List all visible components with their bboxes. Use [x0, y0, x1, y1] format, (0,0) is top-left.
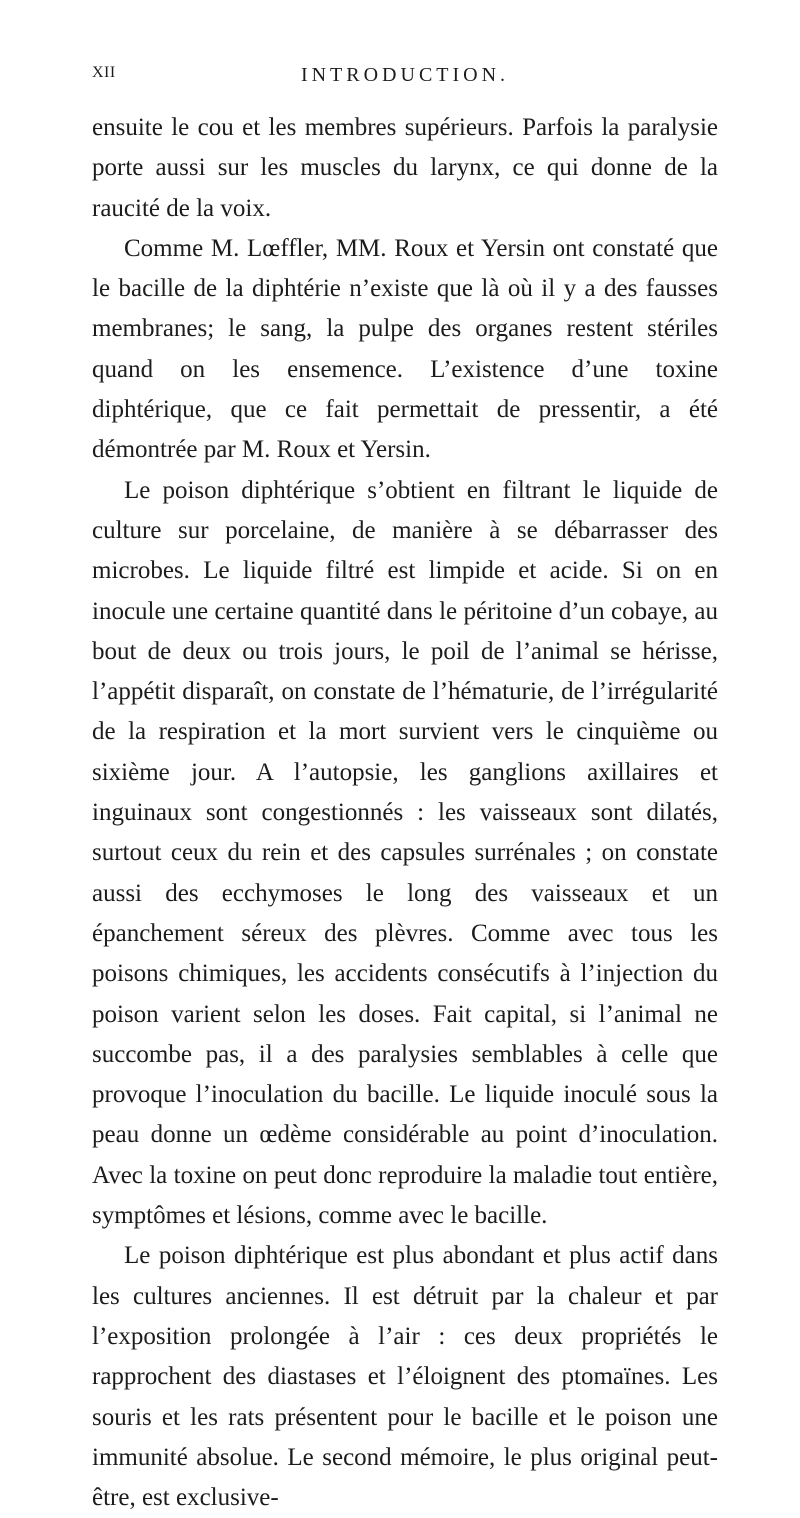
paragraph-2: Comme M. Lœffler, MM. Roux et Yersin ont constaté que le bacille de la diphtérie n’existe que là où il y a des fausses membranes; le sang, la pulpe des organes restent stériles quand on les ensemence. L’existence d’une toxine diphtérique, que ce fait permettait de pressentir, a été démontrée par M. Roux et Yersin.: [92, 234, 718, 464]
running-title: INTRODUCTION.: [300, 64, 510, 86]
page-header: [92, 64, 718, 94]
paragraph-3: Le poison diphtérique s’obtient en filtrant le liquide de culture sur porcelaine, de manière à se débarrasser des microbes. Le liquide filtré est limpide et acide. Si on en inocule une certaine quantité dans le péritoine d’un cobaye, au bout de deux ou trois jours, le poil de l’animal se hérisse, l’appétit disparaît, on constate de l’hématurie, de l’irrégularité de la respiration et la mort survient vers le cinquième ou sixième jour. A l’autopsie, les ganglions axillaires et inguinaux sont congestionnés : les vaisseaux sont dilatés, surtout ceux du rein et des capsules surrénales ; on constate aussi des ecchymoses le long des vaisseaux et un épanchement séreux des plèvres. Comme avec tous les poisons chimiques, les accidents consécutifs à l’injection du poison varient selon les doses. Fait capital, si l’animal ne succombe pas, il a des paralysies semblables à celle que provoque l’inoculation du bacille. Le liquide inoculé sous la peau donne un œdème considérable au point d’inoculation. Avec la toxine on peut donc reproduire la maladie tout entière, symptômes et lésions, comme avec le bacille.: [92, 476, 718, 1230]
page-number: XII: [92, 64, 116, 81]
paragraph-1: ensuite le cou et les membres supérieurs. Parfois la paralysie porte aussi sur les muscles du larynx, ce qui donne de la raucité de la voix.: [92, 114, 718, 222]
paragraph-4: Le poison diphtérique est plus abondant et plus actif dans les cultures anciennes. Il est détruit par la chaleur et par l’exposition prolongée à l’air : ces deux propriétés le rapprochent des diastases et l’éloignent des ptomaïnes. Les souris et les rats présentent pour le bacille et le poison une immunité absolue. Le second mémoire, le plus original peut-être, est exclusive-: [92, 1242, 718, 1512]
page-body: [92, 108, 718, 1518]
